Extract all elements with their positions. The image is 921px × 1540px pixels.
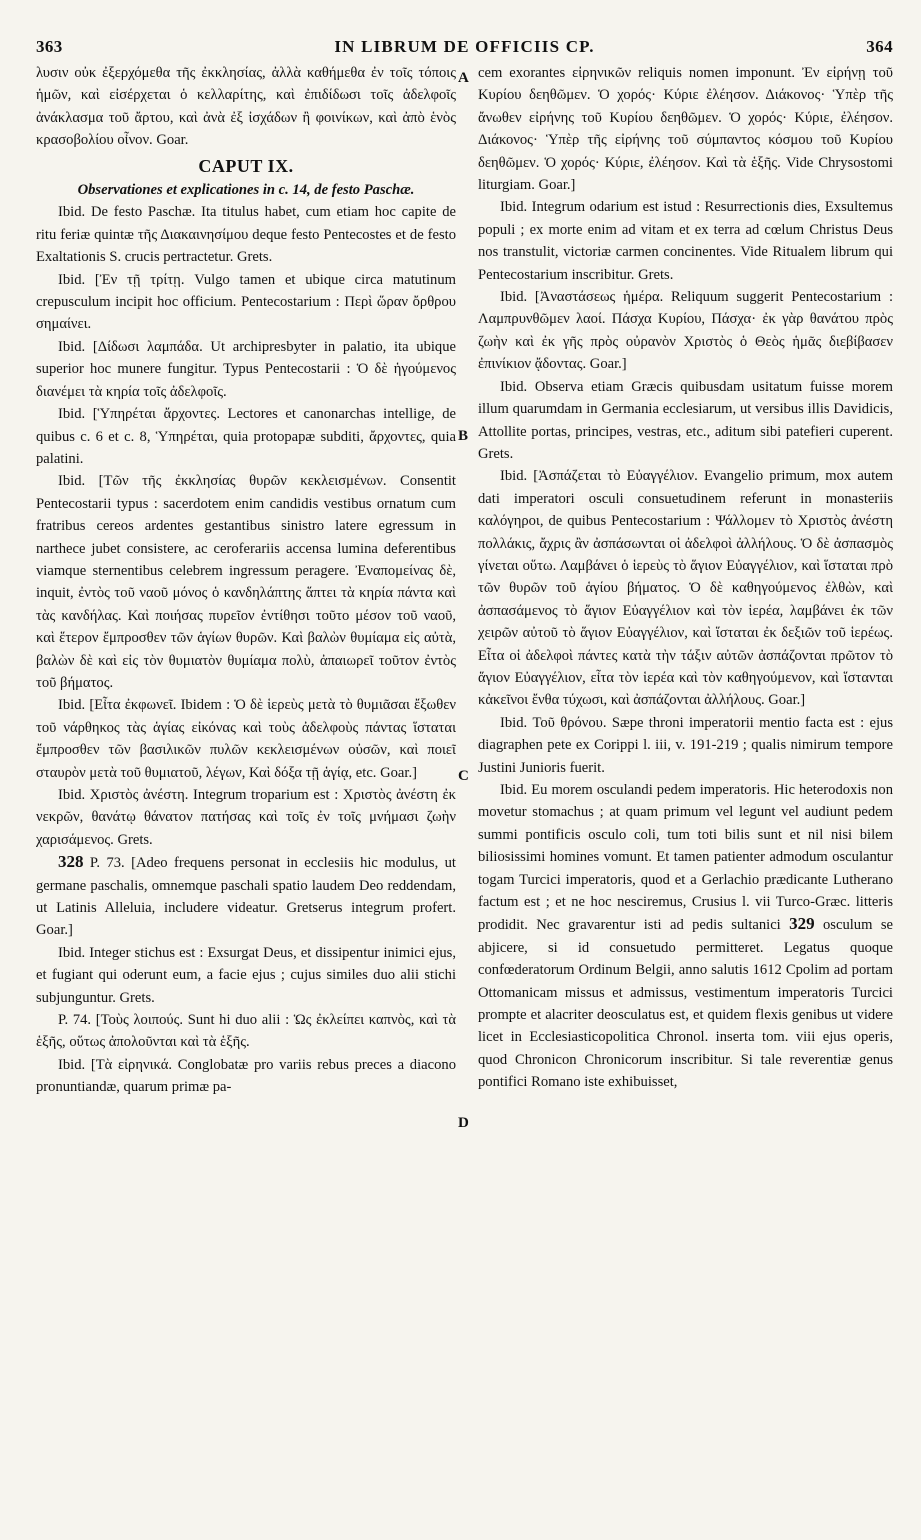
paragraph-text: osculum se abjicere, si id consuetudo permitteret. Legatus quoque confœderatorum Ordinum Belgii, anno salutis 1612 Cpolim ad portam Ottomanicam missus et admissus, vestimentum imperatoris Turcici prompte et alacriter deosculatus est, et quidem flexis genibus ut videre licet in Ecclesiasticopolitica Chronol. inserta tom. viii ejus operis, quod Chronicon Chronicorum inscribitur. Si tale reverentiæ genus pontifici Romano iste exhibuisset,	[478, 917, 893, 1091]
margin-letter-b: B	[458, 428, 469, 444]
paragraph: P. 74. [Τοὺς λοιπούς. Sunt hi duo alii : Ὡς ἐκλείπει καπνὸς, καὶ τὰ ἑξῆς, οὕτως ἀπολοῦνται καὶ τὰ ἑξῆς.	[36, 1012, 456, 1051]
paragraph: Ibid. Integrum odarium est istud : Resurrectionis dies, Exsultemus populi ; ex morte enim ad vitam et ex terra ad cœlum Christus Deus nos transtulit, victoriæ carmen concinentes. Vide Ritualem librum qui Pentecostarium inscribitur. Grets.	[478, 199, 893, 283]
paragraph: Ibid. [Εἶτα ἐκφωνεῖ. Ibidem : Ὁ δὲ ἱερεὺς μετὰ τὸ θυμιᾶσαι ἔξωθεν τοῦ νάρθηκος τὰς ἁγίας εἰκόνας καὶ τοὺς ἀδελφοὺς πάντας ἵσταται ἔμπροσθεν τῶν βασιλικῶν πυλῶν κεκλεισμένων οὐσῶν, καὶ ποιεῖ σταυρὸν μετὰ τοῦ θυμιατοῦ, λέγων, Καὶ δόξα τῇ ἁγίᾳ, etc. Goar.]	[36, 697, 456, 781]
running-title: IN LIBRUM DE OFFICIIS CP.	[334, 37, 595, 56]
chapter-heading: CAPUT IX.	[198, 155, 294, 176]
page-number-right: 364	[866, 37, 893, 56]
paragraph: Ibid. Observa etiam Græcis quibusdam usitatum fuisse morem illum quarumdam in Germania ecclesiarum, ut versibus illis Davidicis, Attollite portas, principes, vestras, etc., aditum sibi patefieri cuperent. Grets.	[478, 378, 893, 462]
paragraph: Ibid. [Τῶν τῆς ἐκκλησίας θυρῶν κεκλεισμένων. Consentit Pentecostarii typus : sacerdotem enim candidis vestibus ornatum cum fratribus cereos ardentes gestantibus sinistro latere egressum in narthece jubet consistere, ac ceroferariis accensa lumina deferentibus viamque sternentibus celebrem ingressum peragere. Ἐναπομείνας δὲ, inquit, ἐντὸς τοῦ ναοῦ μόνος ὁ κανδηλάπτης ἅπτει τὰ κηρία πάντα καὶ τὰς κανδήλας. Καὶ ποιήσας πυρεῖον ἐντίθησι τοῦτο μέσον τοῦ ναοῦ, καὶ ἕτερον ἔμπροσθεν τῶν ἁγίων θυρῶν. Καὶ βαλὼν θυμίαμα εἰς αὐτὰ, βαλὼν δὲ καὶ εἰς τὸν θυμιατὸν θυμίαμα πολὺ, ἀπαιωρεῖ τοῦτον ἐντὸς τοῦ βήματος.	[36, 473, 456, 691]
left-column	[36, 62, 456, 1512]
paragraph	[36, 851, 456, 942]
paragraph: Ibid. [Ἀσπάζεται τὸ Εὐαγγέλιον. Evangelio primum, mox autem dati imperatori osculi consuetudinem referunt in monasteriis καλόγηροι, de quibus Pentecostarium : Ψάλλομεν τὸ Χριστὸς ἀνέστη πολλάκις, ἄχρις ἂν ἀσπάσωνται οἱ ἀδελφοὶ ἀλλήλους. Ὁ δὲ ἀσπασμὸς γίνεται οὕτω. Λαμβάνει ὁ ἱερεὺς τὸ ἅγιον Εὐαγγέλιον, καὶ ἵσταται πρὸ τῶν θυρῶν τοῦ ἁγίου βήματος. Ὁ δὲ καθηγούμενος ἐλθὼν, καὶ ἀσπασάμενος τὸ ἅγιον Εὐαγγέλιον καὶ τὸν ἱερέα, λαμβάνει ἐκ τῶν χειρῶν αὐτοῦ τὸ ἅγιον Εὐαγγέλιον, καὶ ἵσταται ἐκ δεξιῶν τοῦ ἱερέως. Εἶτα οἱ ἀδελφοὶ πάντες κατὰ τὴν τάξιν αὐτῶν ἀσπάζονται πρῶτον τὸ ἅγιον Εὐαγγέλιον, εἶτα τὸν ἱερέα καὶ τὸν καθηγούμενον, καὶ ἵστανται κἀκεῖνοι ἔνθα τύχωσι, καὶ ἀσπάζονται ἀλλήλους. Goar.]	[478, 468, 893, 709]
paragraph-text: P. 73. [Adeo frequens personat in ecclesiis hic modulus, ut germane paschalis, omnemque paschali spatio laudem Deo reddendam, ut Latinis Alleluia, includere videatur. Gretserus integrum profert. Goar.]	[36, 855, 456, 939]
paragraph: Ibid. Integer stichus est : Exsurgat Deus, et dissipentur inimici ejus, et fugiant qui oderunt eum, a facie ejus ; cujus similes duo alii stichi subjunguntur. Grets.	[36, 944, 456, 1006]
paragraph-text: Ibid. Eu morem osculandi pedem imperatoris. Hic heterodoxis non movetur stomachus ; at quam primum vel legunt vel audiunt pedem summi pontificis osculo coli, tum toti bilis sunt et nil nisi bilem biliosissimi homines vomunt. Et tamen patienter admodum osculantur togam Turcici imperatoris, quod et a Gerlachio prædicante Lutherano factum est ; et ne hoc nesciremus, Crusius l. vii Turco-Græc. litteris prodidit. Nec gravarentur isti ad pedis sultanici	[478, 782, 893, 934]
paragraph: Ibid. [Ἀναστάσεως ἡμέρα. Reliquum suggerit Pentecostarium : Λαμπρυνθῶμεν λαοί. Πάσχα Κυρίου, Πάσχα· ἐκ γὰρ θανάτου πρὸς ζωὴν καὶ ἐκ γῆς πρὸς οὐρανὸν Χριστὸς ὁ Θεὸς ἡμᾶς διεβίβασεν ἐπινίκιον ᾄδοντας. Goar.]	[478, 289, 893, 373]
right-column	[478, 62, 893, 1512]
margin-letter-d: D	[458, 1115, 469, 1131]
paragraph: Ibid. [Ὑπηρέται ἄρχοντες. Lectores et canonarchas intellige, de quibus c. 6 et c. 8, Ὑπηρέται, quia protopapæ subditi, ἄρχοντες, quia palatini.	[36, 406, 456, 467]
running-header	[36, 32, 893, 62]
column-marker: 329	[789, 914, 815, 934]
paragraph: Ibid. [Ἐν τῇ τρίτῃ. Vulgo tamen et ubique circa matutinum crepusculum incipit hoc officium. Pentecostarium : Περὶ ὥραν ὄρθρου σημαίνει.	[36, 271, 456, 333]
column-marker: 328	[58, 852, 84, 872]
section-heading: Observationes et explicationes in c. 14, de festo Paschæ.	[77, 182, 415, 199]
paragraph: Ibid. Χριστὸς ἀνέστη. Integrum troparium est : Χριστὸς ἀνέστη ἐκ νεκρῶν, θανάτῳ θάνατον πατήσας καὶ τοῖς ἐν τοῖς μνήμασι ζωὴν χαρισάμενος. Grets.	[36, 787, 456, 848]
paragraph: λυσιν οὐκ ἐξερχόμεθα τῆς ἐκκλησίας, ἀλλὰ καθήμεθα ἐν τοῖς τόποις ἡμῶν, καὶ εἰσέρχεται ὁ κελλαρίτης, καὶ ἐπιδίδωσι τοῖς ἀδελφοῖς ἀνάκλασμα τοῦ ἄρτου, καὶ ἀνὰ ἐξ ἰσχάδων ἢ φοινίκων, καὶ ἀπὸ ἑνὸς κρασοβολίου οἶνον. Goar.	[36, 65, 456, 149]
paragraph: cem exorantes εἰρηνικῶν reliquis nomen imponunt. Ἐν εἰρήνῃ τοῦ Κυρίου δεηθῶμεν. Ὁ χορός· Κύριε ἐλέησον. Διάκονος· Ὑπὲρ τῆς ἄνωθεν εἰρήνης τοῦ Κυρίου δεηθῶμεν. Ὁ χορός· Κύριε, ἐλέησον. Διάκονος· Ὑπὲρ τῆς εἰρήνης τοῦ σύμπαντος κόσμου τοῦ Κυρίου δεηθῶμεν. Ὁ χορός· Κύριε, ἐλέησον. Καὶ τὰ ἑξῆς. Vide Chrysostomi liturgiam. Goar.]	[478, 65, 893, 194]
paragraph	[478, 779, 893, 1094]
paragraph: Ibid. [Δίδωσι λαμπάδα. Ut archipresbyter in palatio, ita ubique superior hoc munere fungitur. Typus Pentecostarii : Ὁ δὲ ἡγούμενος διανέμει τὰ κηρία τοῖς ἀδελφοῖς.	[36, 338, 456, 400]
paragraph: Ibid. Τοῦ θρόνου. Sæpe throni imperatorii mentio facta est : ejus diagraphen pete ex Corippi l. iii, v. 191-219 ; qualis nimirum tempore Justini Junioris fuerit.	[478, 714, 893, 776]
page-number-left: 363	[36, 37, 63, 56]
margin-letter-a: A	[458, 70, 469, 86]
paragraph: Ibid. [Τὰ εἰρηνικά. Conglobatæ pro variis rebus preces a diacono pronuntiandæ, quarum primæ pa-	[36, 1056, 456, 1096]
paragraph: Ibid. De festo Paschæ. Ita titulus habet, cum etiam hoc capite de ritu feriæ quintæ τῆς Διακαινησίμου deque festo Pentecostes et de festo Exaltationis S. crucis pertractetur. Grets.	[36, 204, 456, 266]
margin-letter-c: C	[458, 768, 469, 784]
